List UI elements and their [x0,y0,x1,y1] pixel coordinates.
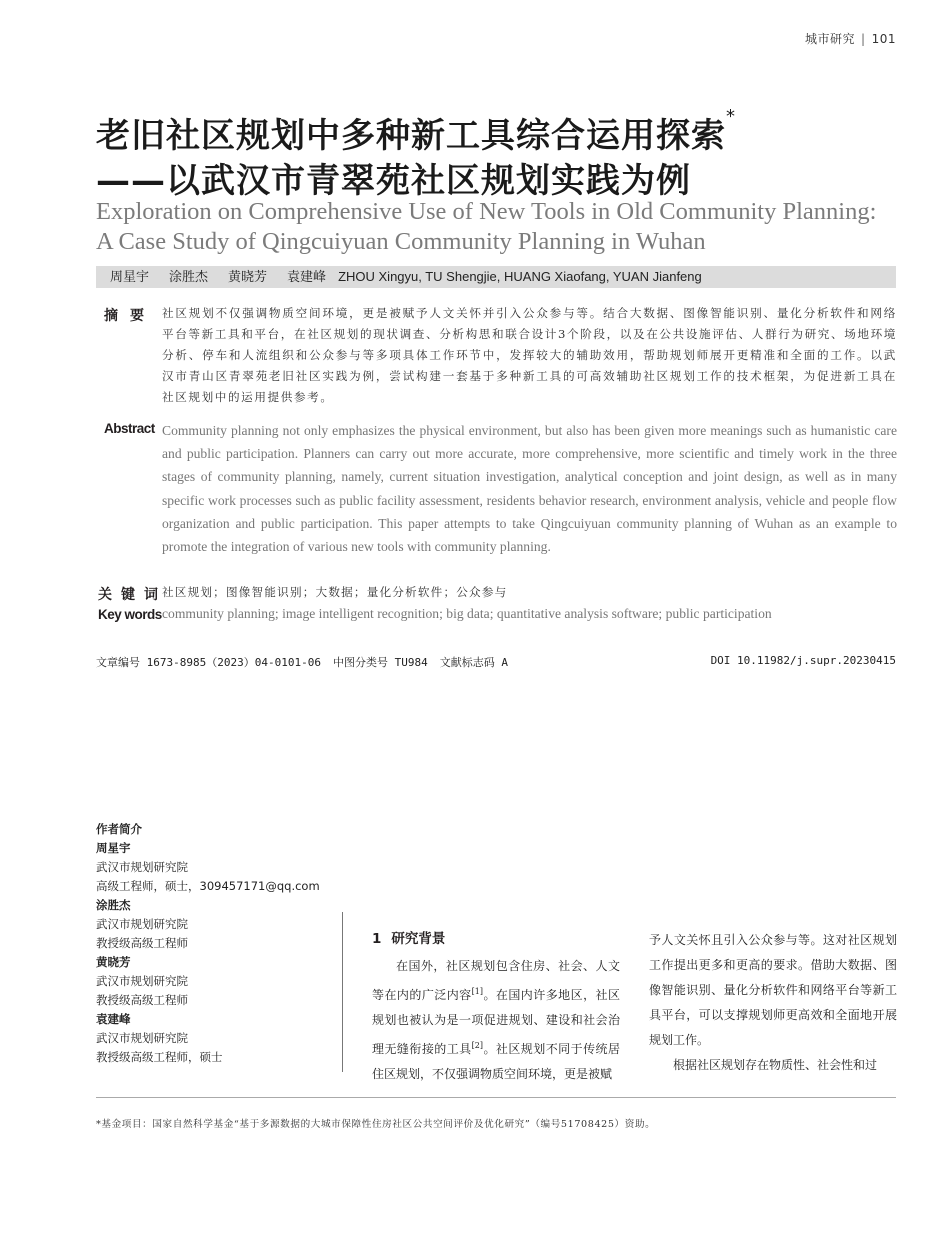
article-info [96,654,520,670]
author-zh: 周星宇 [110,269,150,284]
author-info [96,820,346,1067]
author-zh: 袁建峰 [287,269,327,284]
keywords-zh-label: 关键词 [98,587,167,603]
title-zh-main-text: 老旧社区规划中多种新工具综合运用探索 [96,116,726,156]
column-divider [342,912,343,1072]
document-code: 文献标志码 A [439,656,508,669]
section-heading [372,928,620,950]
citation-ref: [2] [471,1041,483,1050]
author-bar [96,266,896,288]
body-text-segment: 。社区规划不同于传统居住区规划，不仅强调物质空间环境，更是被赋 [372,1042,620,1081]
body-column-2 [649,928,897,1078]
body-paragraph: 予人文关怀且引入公众参与等。这对社区规划工作提出更多和更高的要求。借助大数据、图像智能识别、量化分析软件和网络平台等新工具平台，可以支撑规划师更高效和全面地开展规划工作。 [649,933,897,1047]
author-info-name: 黄晓芳 [96,955,131,969]
article-number: 文章编号 1673-8985（2023）04-0101-06 [96,656,321,669]
journal-section: 城市研究 [805,32,856,46]
author-zh: 涂胜杰 [169,269,209,284]
abstract-zh-label: 摘要 [104,308,156,324]
footnote-rule [96,1097,896,1098]
body-text-segment: 。在国内许多地区，社区规划也被认为是一项促进规划、建设和社会治理无缝衔接的工具 [372,988,620,1056]
author-info-title: 高级工程师，硕士，309457171@qq.com [96,879,320,893]
clc-number: 中图分类号 TU984 [332,656,428,669]
author-info-title: 教授级高级工程师 [96,993,188,1007]
author-info-title: 教授级高级工程师 [96,936,188,950]
author-info-org: 武汉市规划研究院 [96,974,188,988]
body-column-1 [372,928,620,1087]
author-zh: 黄晓芳 [228,269,268,284]
title-zh-main [96,108,736,157]
abstract-en-label: Abstract [104,421,155,436]
body-text-segment: 在国外，社区规划包含住房、社会、人文等在内的广泛内容 [372,959,620,1002]
doi: DOI 10.11982/j.supr.20230415 [710,654,896,667]
keywords-en-label: Key words [98,607,162,622]
abstract-zh-text: 社区规划不仅强调物质空间环境，更是被赋予人文关怀并引入公众参与等。结合大数据、图像智能识别、量化分析软件和网络平台等新工具和平台，在社区规划的现状调查、分析构思和联合设计3个阶段，以及在公共设施评估、人群行为研究、场地环境分析、停车和人流组织和公众参与等多项具体工作环节中，发挥较大的辅助效用，帮助规划师展开更精准和全面的工作。以武汉市青山区青翠苑老旧社区实践为例，尝试构建一套基于多种新工具的可高效辅助社区规划工作的技术框架，为促进新工具在社区规划中的运用提供参考。 [162,306,897,404]
section-number: 1 [372,931,382,947]
title-en-subtitle: A Case Study of Qingcuiyuan Community Planning in Wuhan [96,228,706,255]
section-title: 研究背景 [391,931,446,947]
author-info-name: 周星宇 [96,841,131,855]
running-head [805,30,896,47]
page-number: 101 [871,32,896,46]
title-en-main: Exploration on Comprehensive Use of New Tools in Old Community Planning: [96,198,877,225]
body-paragraph [372,954,620,1087]
footnote: *基金项目：国家自然科学基金“基于多源数据的大城市保障性住房社区公共空间评价及优化研究”（编号51708425）资助。 [96,1119,656,1130]
author-info-heading: 作者简介 [96,822,142,836]
title-footnote-mark: * [726,106,736,127]
authors-en: ZHOU Xingyu, TU Shengjie, HUANG Xiaofang, YUAN Jianfeng [338,269,702,284]
author-info-title: 教授级高级工程师，硕士 [96,1050,223,1064]
author-info-name: 袁建峰 [96,1012,131,1026]
body-paragraph: 根据社区规划存在物质性、社会性和过 [673,1058,878,1072]
title-zh-subtitle: ——以武汉市青翠苑社区规划实践为例 [96,161,691,201]
author-info-org: 武汉市规划研究院 [96,1031,188,1045]
author-info-org: 武汉市规划研究院 [96,917,188,931]
running-head-separator: | [861,32,866,46]
author-info-name: 涂胜杰 [96,898,131,912]
keywords-zh-text: 社区规划；图像智能识别；大数据；量化分析软件；公众参与 [162,585,508,599]
abstract-en-text: Community planning not only emphasizes the physical environment, but also has been given more meanings such as humanistic care and public participation. Planners can carry out more accurate, more comprehensive, more scientific and timely work in the three stages of community planning, namely, current situation investigation, analytical conception and joint design, as well as in many specific work processes such as public facility assessment, residents behavior research, environment analysis, vehicle and people flow organization and public participation. This paper attempts to take Qingcuiyuan community planning of Wuhan as an example to promote the integration of various new tools with community planning. [162,423,897,555]
author-info-org: 武汉市规划研究院 [96,860,188,874]
keywords-en-text: community planning; image intelligent recognition; big data; quantitative analysis software; public participation [162,606,772,621]
citation-ref: [1] [471,987,483,996]
